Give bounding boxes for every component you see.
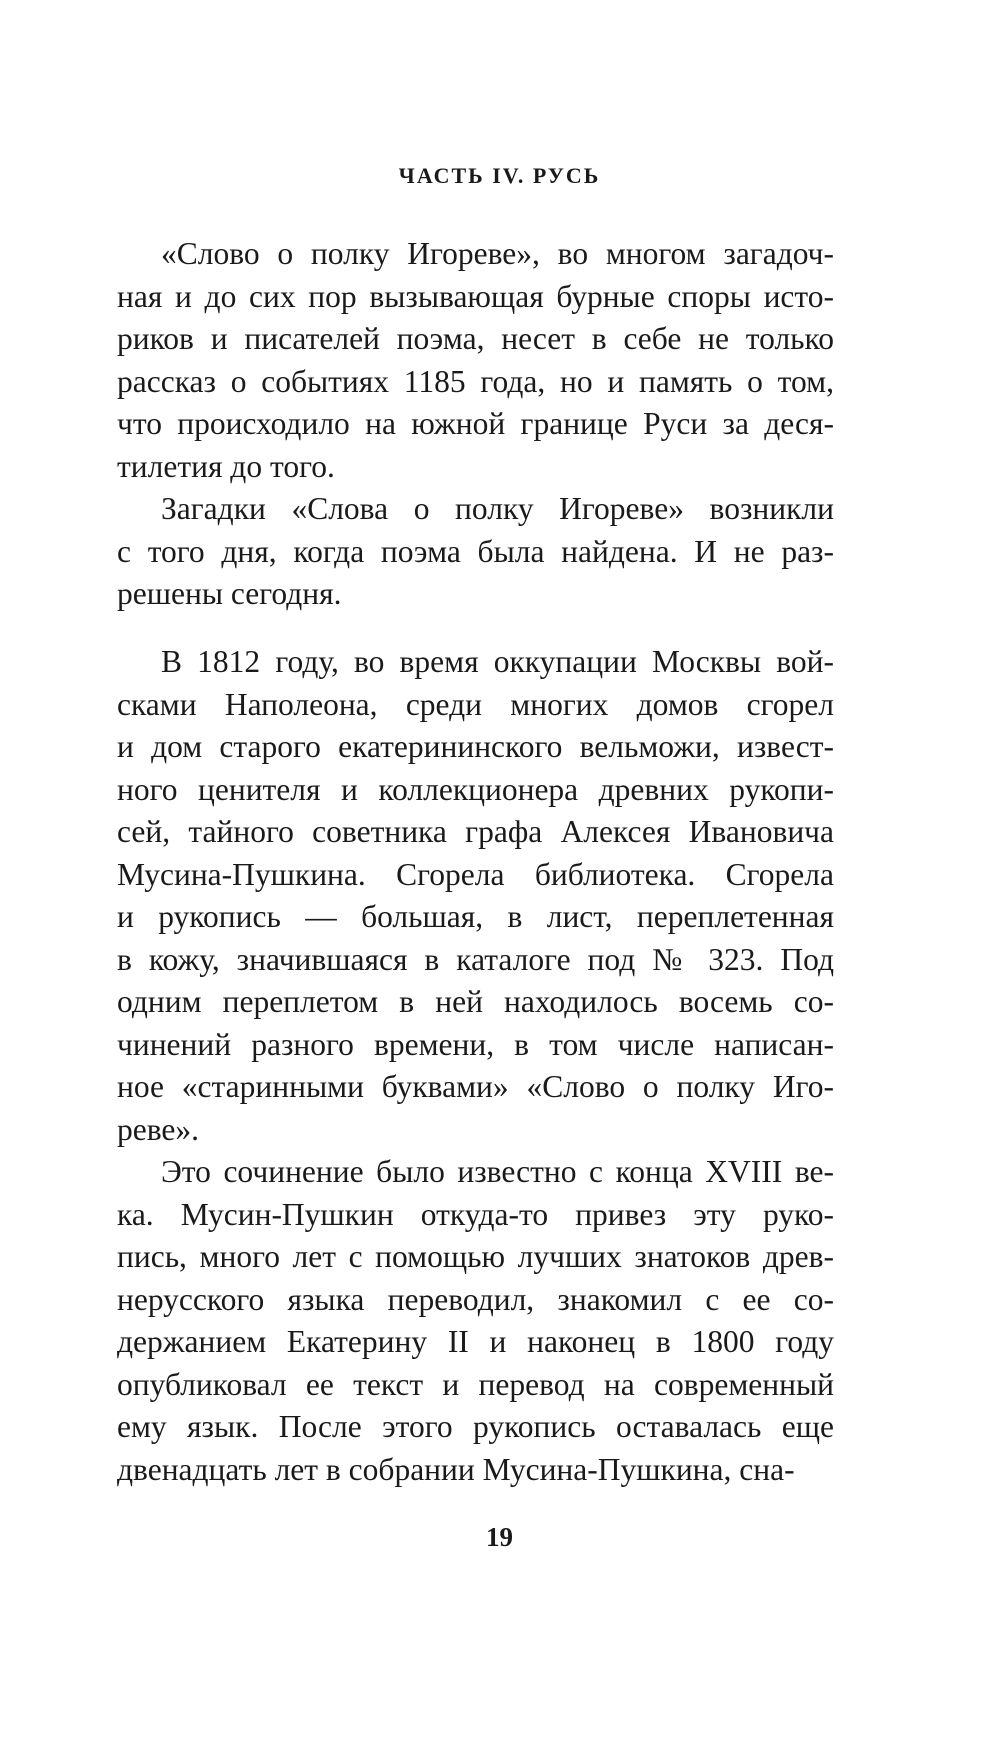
text-line: ное «старинными буквами» «Слово о полку Иго- [117,1069,834,1104]
text-line: ного ценителя и коллекционера древних рукопи- [117,771,834,807]
text-line: с того дня, когда поэма была найдена. И не раз- [117,533,834,569]
text-line: держанием Екатерину II и наконец в 1800 году [117,1324,834,1359]
text-line: риков и писателей поэма, несет в себе не только [117,321,834,356]
text-line: в кожу, значившаяся в каталоге под № 323. Под [117,941,834,977]
text-line: Загадки «Слова о полку Игореве» возникли [161,491,834,526]
text-line: одним переплетом в ней находилось восемь со- [117,984,834,1019]
text-line: В 1812 году, во время оккупации Москвы вой- [161,644,834,679]
text-line: ная и до сих пор вызывающая бурные споры исто- [117,278,834,314]
text-line: Это сочинение было известно с конца XVIII ве- [161,1154,834,1189]
text-line: ка. Мусин-Пушкин откуда-то привез эту руко- [117,1196,834,1232]
text-line: нерусского языка переводил, знакомил с ее со- [117,1281,834,1317]
page-number: 19 [486,1522,513,1552]
text-line: опубликовал ее текст и перевод на современный [117,1366,834,1402]
text-line: сками Наполеона, среди многих домов сгорел [117,686,834,722]
text-block [117,641,834,1491]
text-line: и рукопись — большая, в лист, переплетенная [117,899,834,934]
text-line: Мусина-Пушкина. Сгорела библиотека. Сгорела [117,856,834,892]
text-line: рассказ о событиях 1185 года, но и память о том, [117,363,834,399]
text-line: ему язык. После этого рукопись оставалась еще [117,1409,834,1444]
text-line: решены сегодня. [117,576,342,611]
text-line: реве». [117,1111,200,1147]
text-line: пись, много лет с помощью лучших знатоков древ- [117,1239,834,1274]
text-line: что происходило на южной границе Руси за деся- [117,406,834,441]
text-line: двенадцать лет в собрании Мусина-Пушкина, сна- [117,1451,795,1487]
text-line: сей, тайного советника графа Алексея Ивановича [117,814,834,849]
text-line: чинений разного времени, в том числе написан- [117,1026,834,1062]
text-line: и дом старого екатерининского вельможи, извест- [117,729,834,764]
running-head: ЧАСТЬ IV. РУСЬ [398,163,601,188]
text-line: «Слово о полку Игореве», во многом загадоч- [161,236,834,271]
text-line: тилетия до того. [117,448,335,484]
text-block [117,233,834,616]
